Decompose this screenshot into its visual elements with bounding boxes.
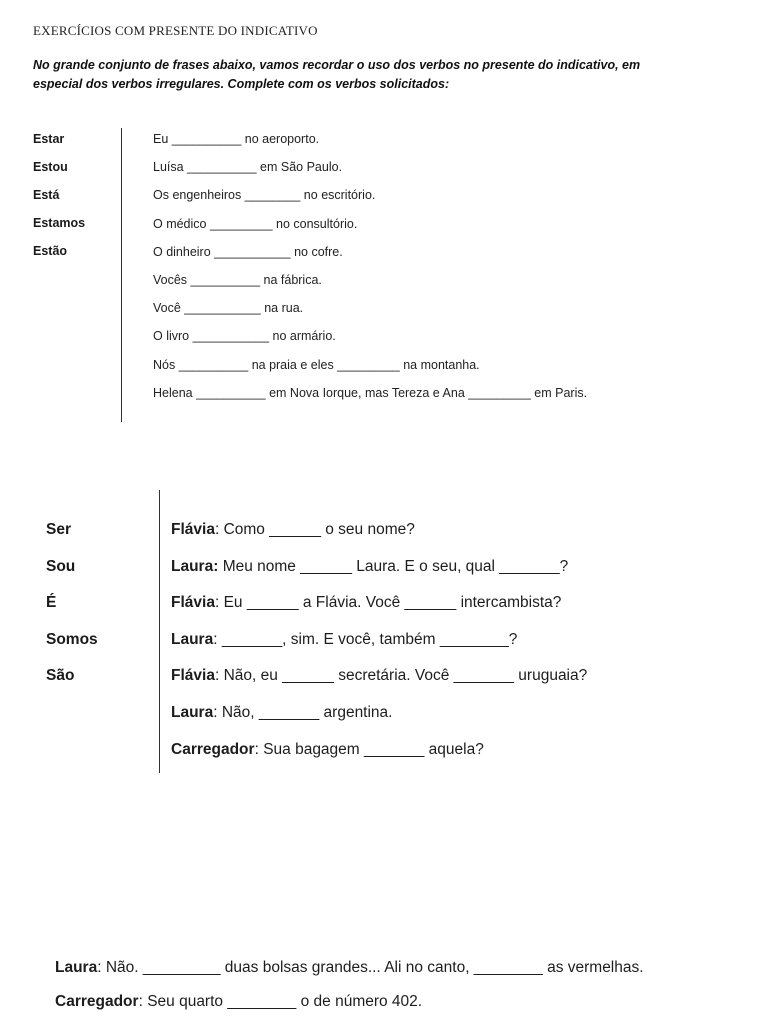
divider [159, 490, 160, 773]
exercise-sentence: O livro ___________ no armário. [153, 329, 336, 344]
dialogue-text: Não, eu ______ secretária. Você _______ uruguaia? [223, 667, 588, 685]
verb-form: Estou [33, 160, 68, 174]
verb-form: São [46, 667, 75, 684]
dialogue-line [55, 991, 644, 1025]
exercise-sentence: Nós __________ na praia e eles _________ na montanha. [153, 357, 480, 372]
instructions-line: especial dos verbos irregulares. Complete com os verbos solicitados: [33, 77, 450, 91]
dialogue-text: _______, sim. E você, também ________? [221, 630, 518, 648]
divider [121, 128, 122, 422]
speaker-separator: : [97, 959, 106, 976]
verb-form: É [46, 594, 57, 611]
dialogue-line [171, 665, 587, 702]
verb-form: Estão [33, 244, 68, 258]
dialogue-text: Não, _______ argentina. [221, 703, 393, 721]
dialogue-line [171, 739, 587, 776]
speaker-name: Carregador [171, 740, 255, 758]
dialogue-text: Seu quarto ________ o de número 402. [147, 993, 423, 1010]
dialogue-ser [171, 519, 587, 775]
speaker-name: Laura [171, 703, 214, 721]
dialogue-continuation [55, 957, 644, 1025]
page-title: EXERCÍCIOS COM PRESENTE DO INDICATIVO [33, 23, 318, 38]
dialogue-text: Sua bagagem _______ aquela? [263, 740, 484, 758]
speaker-separator: : [214, 594, 224, 612]
speaker-separator: : [254, 740, 264, 758]
dialogue-text: Como ______ o seu nome? [223, 521, 415, 538]
dialogue-text: Meu nome ______ Laura. E o seu, qual _______? [222, 557, 569, 575]
exercise-sentence: O médico _________ no consultório. [153, 216, 358, 231]
instructions-line: No grande conjunto de frases abaixo, vamos recordar o uso dos verbos no presente do indicativo, em [33, 58, 641, 72]
verb-form: Sou [46, 557, 76, 575]
exercise-sentence: Vocês __________ na fábrica. [153, 272, 322, 287]
verb-list-ser [46, 519, 98, 702]
dialogue-line [171, 519, 587, 556]
dialogue-line [171, 592, 587, 629]
dialogue-text: Não. _________ duas bolsas grandes... Ali no canto, ________ as vermelhas. [105, 959, 644, 976]
verb-list-estar [33, 130, 85, 270]
verb-form: Estamos [33, 216, 86, 230]
speaker-name: Flávia [171, 667, 215, 685]
exercise-sentence: Helena __________ em Nova Iorque, mas Tereza e Ana _________ em Paris. [153, 385, 588, 400]
speaker-name: Flávia [171, 594, 215, 612]
dialogue-line [171, 629, 587, 666]
exercise-sentence: Você ___________ na rua. [153, 301, 304, 316]
speaker-separator: : [213, 703, 222, 721]
dialogue-line [55, 957, 644, 991]
speaker-separator: : [214, 667, 224, 685]
speaker-name: Flávia [171, 521, 215, 538]
exercise-sentence: Os engenheiros ________ no escritório. [153, 188, 376, 203]
speaker-separator: : [214, 521, 224, 538]
speaker-name: Carregador [55, 993, 139, 1010]
dialogue-line [171, 702, 587, 739]
dialogue-text: Eu ______ a Flávia. Você ______ intercambista? [223, 594, 562, 612]
speaker-separator: : [138, 993, 148, 1010]
verb-form: Somos [46, 630, 98, 648]
exercise-sentences-estar [153, 130, 587, 412]
dialogue-line [171, 556, 587, 593]
verb-form: Ser [46, 521, 71, 538]
exercise-sentence: O dinheiro ___________ no cofre. [153, 244, 343, 259]
verb-form: Está [33, 188, 60, 202]
speaker-name: Laura [55, 959, 98, 976]
instructions [33, 56, 733, 94]
exercise-sentence: Luísa __________ em São Paulo. [153, 160, 343, 175]
verb-form: Estar [33, 132, 65, 146]
speaker-separator: : [213, 630, 222, 648]
speaker-name: Laura: [171, 557, 219, 575]
exercise-sentence: Eu __________ no aeroporto. [153, 132, 320, 146]
speaker-name: Laura [171, 630, 214, 648]
